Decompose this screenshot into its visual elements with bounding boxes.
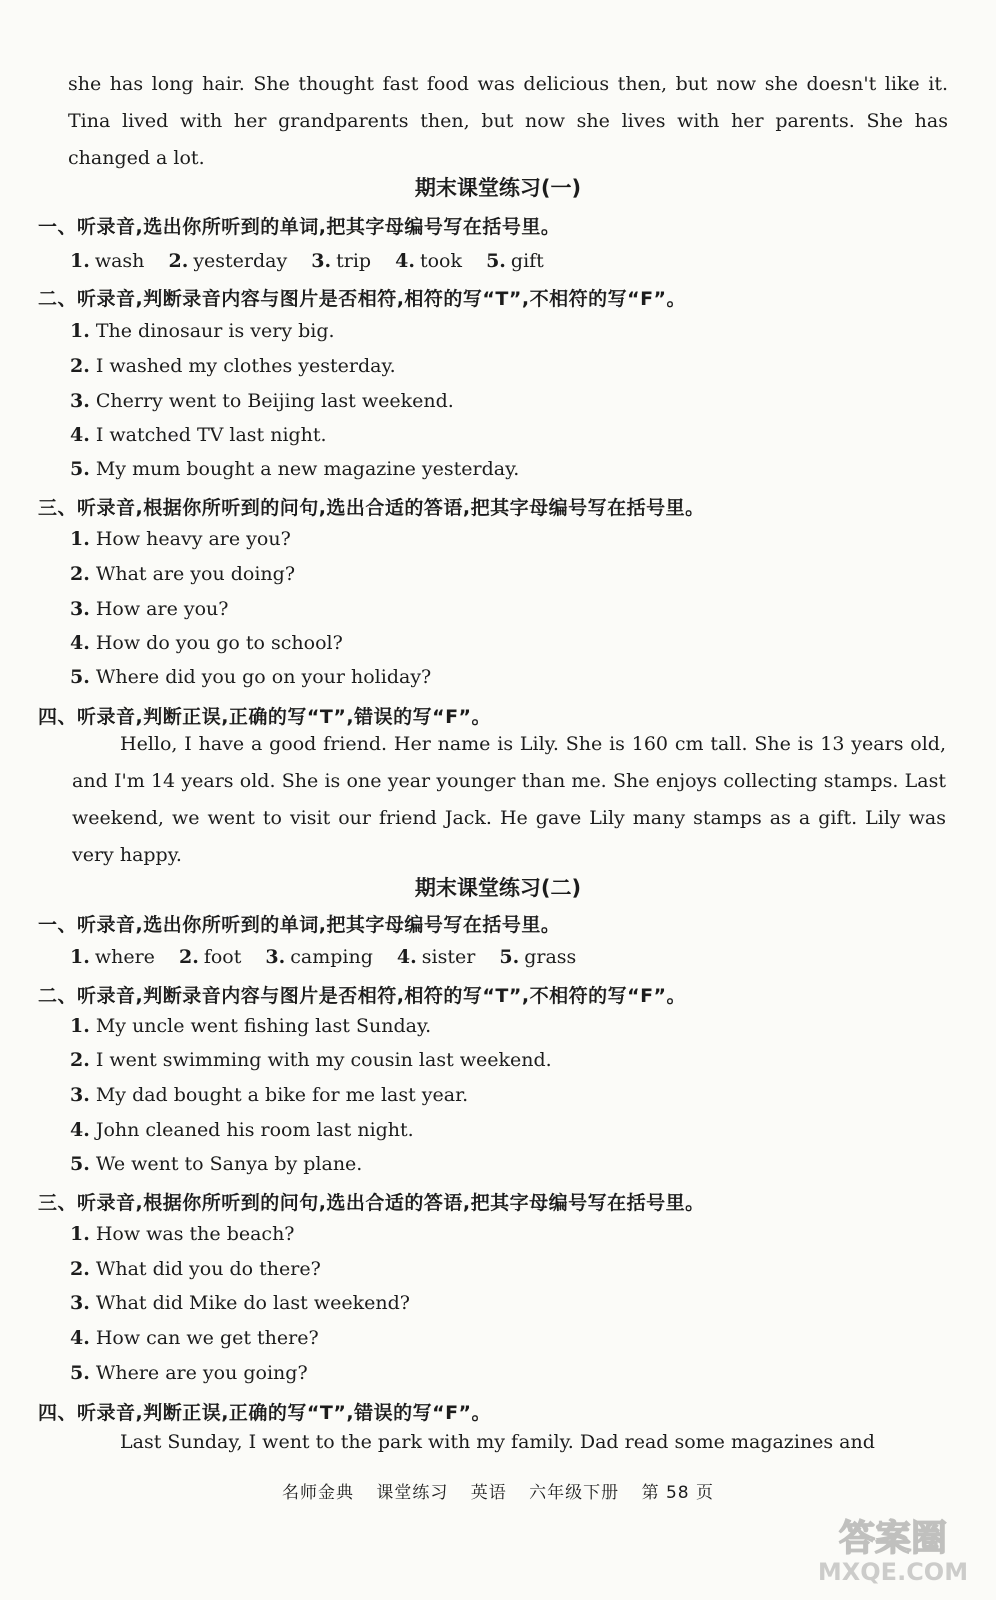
item-number: 5. xyxy=(70,1153,90,1175)
exercise1-part4-heading: 四、听录音,判断正误,正确的写“T”,错误的写“F”。 xyxy=(38,706,492,728)
list-item xyxy=(70,666,431,688)
intro-paragraph: she has long hair. She thought fast food was delicious then, but now she doesn't like it. Tina lived with her grandparents then, but now she lives with her parents. She has changed a lot. xyxy=(68,73,948,169)
word-number: 1. xyxy=(70,250,90,272)
word: yesterday xyxy=(193,250,288,272)
exercise2-title: 期末课堂练习(二) xyxy=(414,876,582,900)
item-number: 5. xyxy=(70,458,90,480)
item-text: How was the beach? xyxy=(95,1223,295,1245)
word: where xyxy=(94,946,155,968)
item-number: 4. xyxy=(70,1119,90,1141)
item-number: 5. xyxy=(70,666,90,688)
item-text: My uncle went fishing last Sunday. xyxy=(95,1015,432,1037)
list-item xyxy=(70,632,343,654)
exercise2-passage: Last Sunday, I went to the park with my family. Dad read some magazines and xyxy=(120,1431,875,1453)
item-number: 3. xyxy=(70,390,90,412)
item-number: 1. xyxy=(70,320,90,342)
list-item xyxy=(70,1049,552,1071)
item-number: 3. xyxy=(70,1084,90,1106)
item-text: My mum bought a new magazine yesterday. xyxy=(95,458,520,480)
item-text: John cleaned his room last night. xyxy=(95,1119,414,1141)
exercise1-part2-heading: 二、听录音,判断录音内容与图片是否相符,相符的写“T”,不相符的写“F”。 xyxy=(38,288,687,310)
list-item xyxy=(70,1327,319,1349)
word-number: 5. xyxy=(486,250,506,272)
item-text: I went swimming with my cousin last weekend. xyxy=(95,1049,552,1071)
word-number: 4. xyxy=(396,946,417,968)
list-item xyxy=(70,1362,308,1384)
item-number: 4. xyxy=(70,1327,90,1349)
word: wash xyxy=(94,250,145,272)
list-item xyxy=(70,1119,414,1141)
watermark-url: MXQE.COM xyxy=(817,1558,969,1586)
list-item xyxy=(70,355,396,377)
word-number: 5. xyxy=(499,946,520,968)
footer-brand: 名师金典 xyxy=(281,1483,354,1503)
item-text: I watched TV last night. xyxy=(95,424,327,446)
item-text: What are you doing? xyxy=(95,563,296,585)
item-text: What did Mike do last weekend? xyxy=(95,1292,410,1314)
watermark-logo xyxy=(808,1510,978,1588)
list-item xyxy=(70,1258,321,1280)
item-number: 2. xyxy=(70,1258,90,1280)
item-number: 2. xyxy=(70,563,90,585)
item-text: How do you go to school? xyxy=(95,632,343,654)
list-item xyxy=(70,1153,362,1175)
word-number: 4. xyxy=(395,250,415,272)
footer-grade: 六年级下册 xyxy=(529,1483,620,1503)
list-item xyxy=(70,1084,468,1106)
list-item xyxy=(70,598,228,620)
item-text: What did you do there? xyxy=(95,1258,321,1280)
list-item xyxy=(70,390,454,412)
item-text: Where are you going? xyxy=(95,1362,308,1384)
exercise2-word-list xyxy=(70,946,594,968)
word: grass xyxy=(524,946,577,968)
item-number: 1. xyxy=(70,528,90,550)
word: trip xyxy=(336,250,372,272)
list-item xyxy=(70,458,519,480)
exercise2-part2-heading: 二、听录音,判断录音内容与图片是否相符,相符的写“T”,不相符的写“F”。 xyxy=(38,985,687,1007)
footer-page-number: 第 58 页 xyxy=(641,1483,715,1503)
footer-subject: 英语 xyxy=(470,1483,507,1503)
item-number: 4. xyxy=(70,632,90,654)
item-text: Cherry went to Beijing last weekend. xyxy=(95,390,454,412)
watermark-text: 答案圈 xyxy=(838,1518,948,1559)
exercise2-part4-heading: 四、听录音,判断正误,正确的写“T”,错误的写“F”。 xyxy=(38,1402,492,1424)
word: took xyxy=(419,250,463,272)
page-footer xyxy=(0,1478,996,1503)
item-text: Where did you go on your holiday? xyxy=(95,666,432,688)
item-text: The dinosaur is very big. xyxy=(95,320,335,342)
list-item xyxy=(70,1292,410,1314)
item-number: 1. xyxy=(70,1223,90,1245)
word-number: 3. xyxy=(265,946,286,968)
exercise1-passage: Hello, I have a good friend. Her name is Lily. She is 160 cm tall. She is 13 years old, and I'm 14 years old. She is one year younger than me. She enjoys collecting stamps. Last weekend, we went to visit our friend Jack. He gave Lily many stamps as a gift. Lily was very happy. xyxy=(72,733,946,866)
word: foot xyxy=(203,946,242,968)
item-text: How are you? xyxy=(95,598,229,620)
exercise1-part3-heading: 三、听录音,根据你所听到的问句,选出合适的答语,把其字母编号写在括号里。 xyxy=(38,497,705,519)
item-number: 1. xyxy=(70,1015,90,1037)
item-text: My dad bought a bike for me last year. xyxy=(95,1084,469,1106)
item-text: I washed my clothes yesterday. xyxy=(95,355,396,377)
exercise1-title: 期末课堂练习(一) xyxy=(414,176,582,200)
exercise2-part1-heading: 一、听录音,选出你所听到的单词,把其字母编号写在括号里。 xyxy=(38,914,561,936)
list-item xyxy=(70,528,291,550)
list-item xyxy=(70,320,335,342)
item-number: 3. xyxy=(70,1292,90,1314)
list-item xyxy=(70,563,295,585)
item-number: 2. xyxy=(70,355,90,377)
list-item xyxy=(70,1223,295,1245)
item-text: How can we get there? xyxy=(95,1327,319,1349)
exercise1-part1-heading: 一、听录音,选出你所听到的单词,把其字母编号写在括号里。 xyxy=(38,216,561,238)
item-text: We went to Sanya by plane. xyxy=(95,1153,363,1175)
word-number: 2. xyxy=(168,250,189,272)
item-text: How heavy are you? xyxy=(95,528,291,550)
item-number: 2. xyxy=(70,1049,90,1071)
list-item xyxy=(70,424,327,446)
word: gift xyxy=(510,250,544,272)
item-number: 4. xyxy=(70,424,90,446)
word: sister xyxy=(421,946,476,968)
word-number: 3. xyxy=(311,250,332,272)
word-number: 2. xyxy=(178,946,199,968)
item-number: 3. xyxy=(70,598,90,620)
footer-series: 课堂练习 xyxy=(376,1483,449,1503)
list-item xyxy=(70,1015,431,1037)
item-number: 5. xyxy=(70,1362,90,1384)
word-number: 1. xyxy=(70,946,90,968)
exercise2-part3-heading: 三、听录音,根据你所听到的问句,选出合适的答语,把其字母编号写在括号里。 xyxy=(38,1192,705,1214)
exercise1-word-list xyxy=(70,250,562,272)
word: camping xyxy=(290,946,373,968)
